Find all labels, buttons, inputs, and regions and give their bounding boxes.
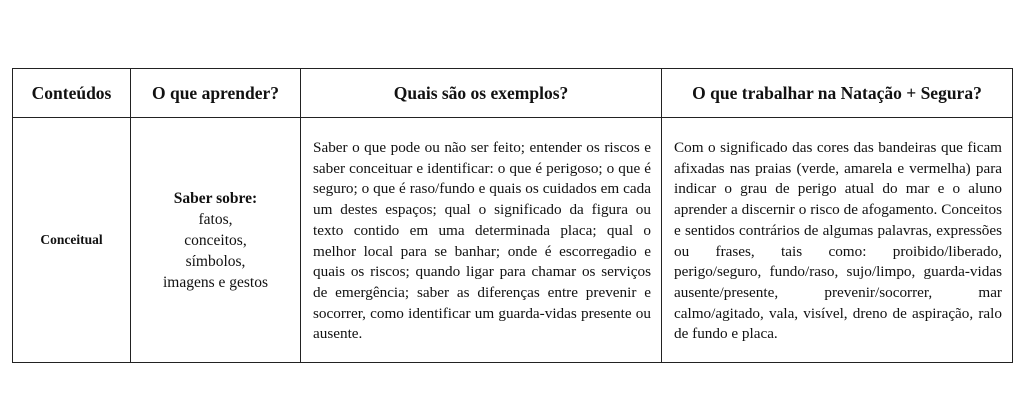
learn-cell bbox=[131, 118, 301, 363]
header-o-que-aprender: O que aprender? bbox=[131, 69, 301, 118]
learn-item: fatos, bbox=[198, 210, 233, 228]
examples-cell: Saber o que pode ou não ser feito; entender os riscos e saber conceituar e identificar: o que é perigoso; o que é seguro; o que é raso/fundo e quais os cuidados em cada um destes espaços; qual o significado da figura ou texto contido em uma determinada placa; qual o melhor local para se banhar; onde é escorregadio e quais os riscos; quando ligar para chamar os serviços de emergência; saber as diferenças entre prevenir e socorrer, como identificar um guarda-vidas presente ou ausente. bbox=[301, 118, 662, 363]
header-row bbox=[13, 69, 1013, 118]
learn-item: símbolos, bbox=[185, 252, 246, 270]
content-table bbox=[12, 68, 1013, 363]
learn-item: imagens e gestos bbox=[162, 273, 269, 291]
work-cell: Com o significado das cores das bandeiras que ficam afixadas nas praias (verde, amarela e vermelha) para indicar o grau de perigo atual do mar e o aluno aprender a discernir o risco de afogamento. Conceitos e sentidos contrários de algumas palavras, expressões ou frases, tais como: proibido/liberado, perigo/seguro, fundo/raso, sujo/limpo, guarda-vidas ausente/presente, prevenir/socorrer, mar calmo/agitado, vala, visível, dreno de aspiração, ralo de fundo e placa. bbox=[662, 118, 1013, 363]
learn-item: conceitos, bbox=[184, 231, 247, 249]
category-cell: Conceitual bbox=[13, 118, 131, 363]
header-conteudos: Conteúdos bbox=[13, 69, 131, 118]
table-row bbox=[13, 118, 1013, 363]
header-o-que-trabalhar: O que trabalhar na Natação + Segura? bbox=[662, 69, 1013, 118]
header-exemplos: Quais são os exemplos? bbox=[301, 69, 662, 118]
learn-title: Saber sobre: bbox=[173, 189, 258, 207]
